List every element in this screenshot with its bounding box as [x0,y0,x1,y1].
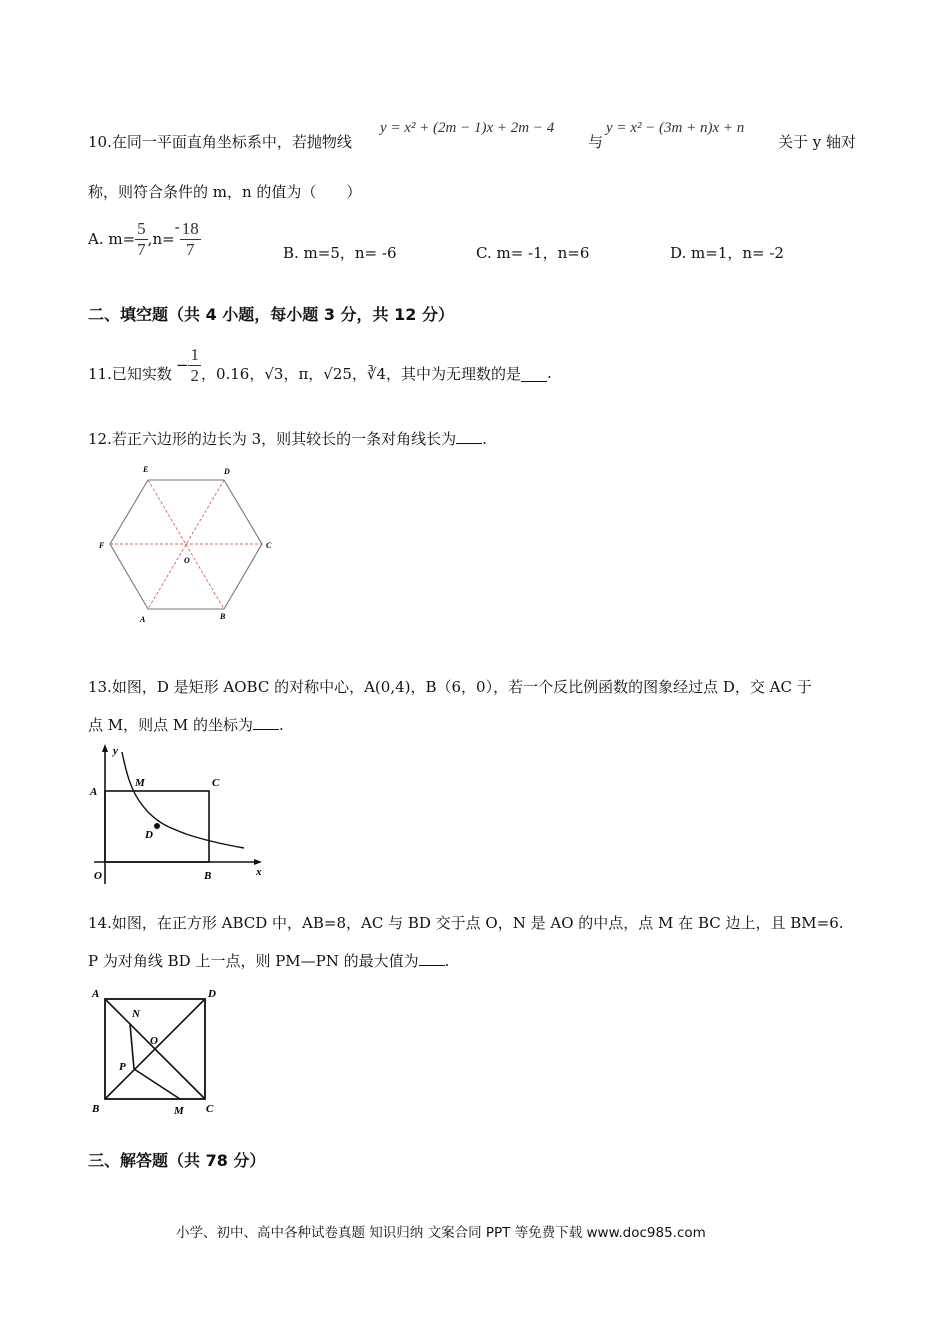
q11-rest: ，0.16，√3，π，√25，∛4，其中为无理数的是 [200,364,522,383]
q10-option-a-sign: - [174,218,180,236]
q10-option-b: B. m=5，n= -6 [283,244,397,262]
fraction-numerator: 18 [181,218,199,238]
label-o: O [150,1035,158,1047]
label-a: A [92,988,100,1000]
q10-line1-prefix: 10.在同一平面直角坐标系中，若抛物线 [88,133,352,151]
q11-fraction [188,345,201,386]
fraction-numerator: 5 [137,218,146,238]
segment-pm [134,1069,180,1099]
q10-option-a-label: A. m= [88,230,136,248]
q12-hexagon-figure [90,460,290,625]
q10-line1-suffix: 关于 y 轴对 [778,133,857,151]
label-b: B [220,612,226,621]
label-a: A [90,786,98,798]
label-p: P [119,1061,126,1073]
label-f: F [99,541,105,550]
q10-option-a [88,214,201,264]
section-2-heading: 二、填空题（共 4 小题，每小题 3 分，共 12 分） [88,305,454,324]
q12-text [88,428,487,449]
hyperbola-curve [122,752,244,848]
q13-line2: 点 M，则点 M 的坐标为 [88,716,254,734]
q13-answer-blank [253,717,279,730]
label-c: C [266,541,272,550]
label-b: B [204,870,212,882]
q13-line1: 13.如图，D 是矩形 AOBC 的对称中心，A(0,4)，B（6，0），若一个反比例函数的图象经过点 D，交 AC 于 [88,678,812,696]
q13-figure [86,742,276,892]
q10-line2: 称，则符合条件的 m，n 的值为（ ） [88,183,362,201]
fraction-denominator: 7 [186,239,195,259]
label-c: C [212,777,220,789]
fraction-numerator: 1 [190,344,199,364]
q10-equation-1: y = x² + (2m − 1)x + 2m − 4 [380,120,555,136]
q14-figure [86,982,226,1117]
label-d: D [145,829,153,841]
q12-end: . [482,430,487,448]
fraction-denominator: 2 [190,365,199,385]
q11-end: . [547,364,552,382]
fraction-denominator: 7 [137,239,146,259]
label-o: O [94,870,102,882]
hexagon-outline [110,480,262,609]
label-c: C [206,1103,214,1115]
q14-line2: P 为对角线 BD 上一点，则 PM—PN 的最大值为 [88,952,419,970]
label-n: N [132,1008,140,1020]
label-m: M [135,777,145,789]
label-e: E [143,465,149,474]
q10-equation-2: y = x² − (3m + n)x + n [606,120,745,136]
section-3-heading: 三、解答题（共 78 分） [88,1151,266,1170]
hexagon-diagonals [110,480,262,609]
q11-line [88,340,552,390]
q10-option-a-fraction-m [135,219,148,260]
q10-option-a-mid: ,n= [147,230,175,248]
page-footer: 小学、初中、高中各种试卷真题 知识归纳 文案合同 PPT 等免费下载 www.doc985.com [176,1225,706,1241]
q11-prefix: 11.已知实数 [88,364,172,383]
label-b: B [92,1103,100,1115]
label-d: D [224,467,230,476]
label-x: x [256,866,262,878]
q12-question: 12.若正六边形的边长为 3，则其较长的一条对角线长为 [88,430,457,448]
q10-connector: 与 [588,133,604,151]
q13-end: . [279,716,284,734]
q12-answer-blank [456,431,482,444]
q11-neg-sign: − [175,356,189,374]
q11-answer-blank [521,369,547,382]
q10-option-d: D. m=1，n= -2 [670,244,784,262]
q14-answer-blank [419,953,445,966]
label-d: D [208,988,216,1000]
q10-option-c: C. m= -1，n=6 [476,244,590,262]
x-axis-arrow-icon [254,859,262,865]
q10-option-a-fraction-n [180,219,201,260]
point-d [154,823,160,829]
q14-line2-wrap [88,950,449,971]
q13-line2-wrap [88,714,284,735]
label-y: y [113,745,118,757]
label-m: M [174,1105,184,1117]
q14-line1: 14.如图，在正方形 ABCD 中，AB=8，AC 与 BD 交于点 O，N 是 AO 的中点，点 M 在 BC 边上，且 BM=6. [88,914,844,932]
y-axis-arrow-icon [102,744,108,752]
q14-end: . [444,952,450,970]
segment-pn [130,1024,134,1069]
label-o: O [184,556,190,565]
label-a: A [140,615,146,624]
